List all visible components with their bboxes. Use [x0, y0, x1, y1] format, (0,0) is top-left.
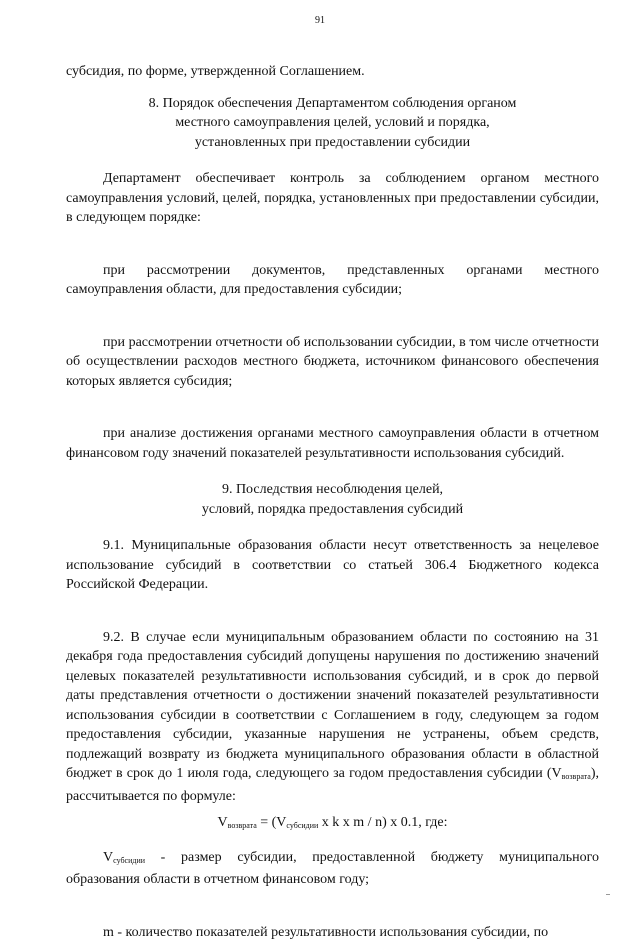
- definition-v-subscript: субсидии: [113, 856, 145, 865]
- control-item-reporting: при рассмотрении отчетности об использовании субсидии, в том числе отчетности об осуществлении расходов местного бюджета, источником финансового обеспечения которых является субсидия;: [66, 333, 599, 392]
- paragraph-9-2-text: 9.2. В случае если муниципальным образованием области по состоянию на 31 декабря года предоставления субсидий допущены нарушения по достижению значений целевых показателей результативности использования субсидий, и в срок до первой даты представления отчетности о достижении значений показателей результативности использования субсидии в соответствии с Соглашением в году, следующем за годом предоставления субсидии, указанные нарушения не устранены, объем средств, подлежащий возврату из бюджета муниципального образования области в областной бюджет в срок до 1 июля года, следующего за годом предоставления субсидии (V: [66, 630, 599, 782]
- formula-subsidy-subscript: субсидии: [286, 821, 318, 830]
- definition-m: m - количество показателей результативности использования субсидии, по: [66, 923, 599, 942]
- section-9-heading-line-1: 9. Последствия несоблюдения целей,: [66, 480, 599, 500]
- formula-lhs-subscript: возврата: [228, 821, 257, 830]
- section-8-heading-line-3: установленных при предоставлении субсидии: [66, 133, 599, 153]
- page-number: 91: [0, 15, 640, 26]
- scan-mark: [606, 894, 610, 895]
- paragraph-9-2-end: ), рассчитывается по формуле:: [66, 766, 599, 804]
- definition-v-symbol: V: [103, 850, 113, 865]
- intro-tail-paragraph: субсидия, по форме, утвержденной Соглашением.: [66, 62, 599, 82]
- section-9-heading: [66, 480, 599, 519]
- refund-formula: [66, 813, 599, 836]
- section-8-heading-line-1: 8. Порядок обеспечения Департаментом соблюдения органом: [66, 94, 599, 114]
- section-8-heading: [66, 94, 599, 153]
- section-8-heading-line-2: местного самоуправления целей, условий и порядка,: [66, 113, 599, 133]
- paragraph-9-2-subscript: возврата: [562, 772, 591, 781]
- section-8-paragraph: Департамент обеспечивает контроль за соблюдением органом местного самоуправления условий, целей, порядка, установленных при предоставлении субсидии, в следующем порядке:: [66, 169, 599, 228]
- definition-v-subsidy: [66, 848, 599, 890]
- document-body: [66, 62, 599, 942]
- paragraph-9-1: 9.1. Муниципальные образования области несут ответственность за нецелевое использование субсидий в соответствии со статьей 306.4 Бюджетного кодекса Российской Федерации.: [66, 536, 599, 595]
- formula-rhs: x k x m / n) x 0.1, где:: [318, 815, 447, 830]
- section-9-heading-line-2: условий, порядка предоставления субсидий: [66, 500, 599, 520]
- formula-lhs: V: [217, 815, 227, 830]
- control-item-documents: при рассмотрении документов, представленных органами местного самоуправления области, для предоставления субсидии;: [66, 261, 599, 300]
- formula-equals: = (V: [257, 815, 287, 830]
- paragraph-9-2: [66, 628, 599, 807]
- control-item-analysis: при анализе достижения органами местного самоуправления области в отчетном финансовом году значений показателей результативности использования субсидий.: [66, 424, 599, 463]
- definition-v-text: - размер субсидии, предоставленной бюджету муниципального образования области в отчетном финансовом году;: [66, 850, 599, 888]
